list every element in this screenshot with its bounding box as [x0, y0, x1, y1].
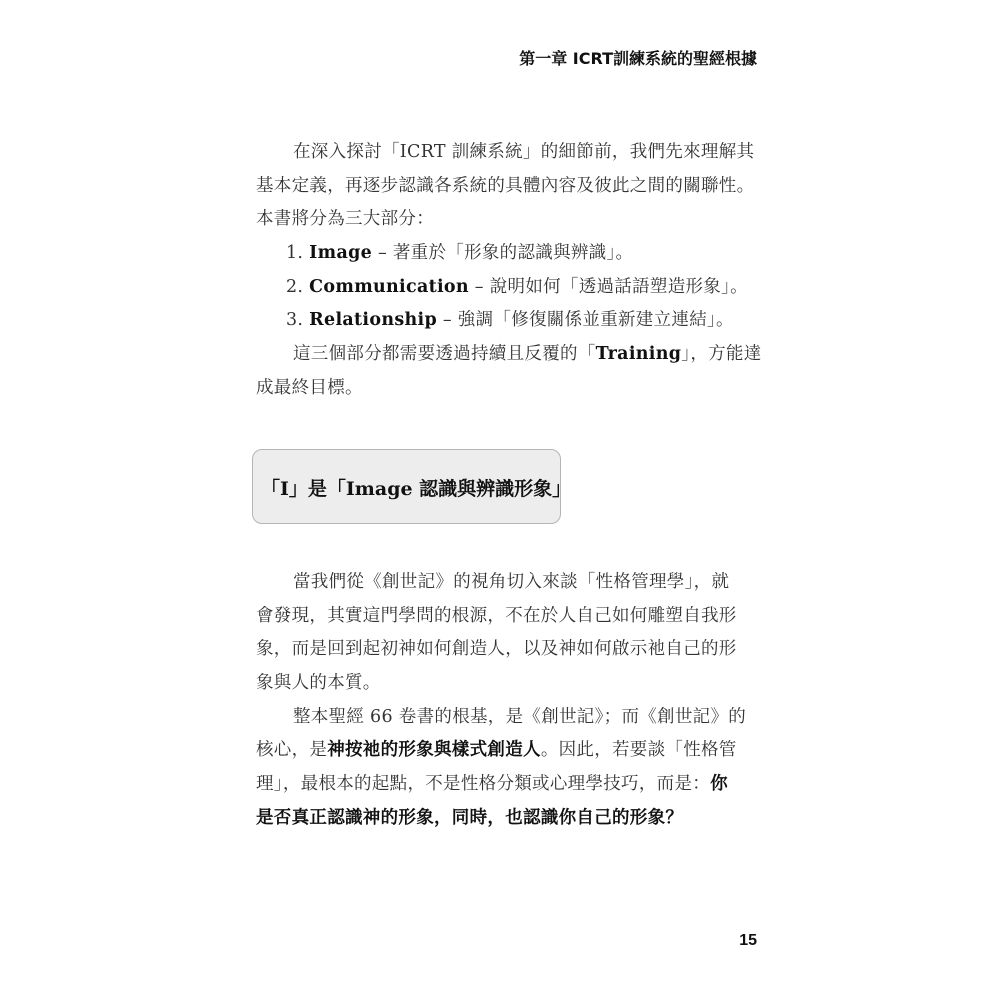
text-segment: 1. — [286, 243, 310, 264]
text-segment: 當我們從《創世記》的視角切入來談「性格管理學」，就 — [293, 572, 730, 592]
text-line — [256, 338, 762, 372]
section-heading: 「I」是「Image 認識與辨識形象」 — [261, 478, 572, 500]
bold-text: Image — [309, 243, 373, 264]
text-segment: 」，方能達 — [681, 344, 762, 365]
text-segment: 這三個部分都需要透過持續且反覆的「 — [293, 344, 596, 365]
running-header: 第一章 ICRT訓練系統的聖經根據 — [519, 49, 757, 68]
text-segment: 3. — [286, 310, 310, 331]
text-segment: 本書將分為三大部分： — [256, 209, 434, 230]
text-segment: 整本聖經 66 卷書的根基，是《創世記》；而《創世記》的 — [293, 706, 747, 727]
text-segment: 基本定義，再逐步認識各系統的具體內容及彼此之間的關聯性。 — [256, 175, 755, 196]
text-line — [256, 768, 756, 802]
text-segment: – 說明如何「透過話語塑造形象」。 — [468, 276, 748, 297]
text-segment: 2. — [286, 276, 310, 297]
text-segment: 象，而是回到起初神如何創造人，以及神如何啟示祂自己的形 — [256, 639, 737, 660]
bold-text: Relationship — [309, 310, 438, 331]
text-line — [256, 237, 756, 271]
bold-text: Communication — [309, 276, 469, 297]
bold-text: 是否真正認識神的形象，同時，也認識你自己的形象？ — [256, 807, 684, 828]
text-segment: 理」，最根本的起點，不是性格分類或心理學技巧，而是： — [256, 774, 711, 795]
text-line — [256, 271, 756, 305]
text-segment: 在深入探討「ICRT 訓練系統」的細節前，我們先來理解其 — [293, 142, 755, 162]
bold-text: Training — [595, 344, 682, 365]
intro-section — [256, 136, 762, 406]
text-line — [256, 600, 756, 634]
text-segment: – 強調「修復關係並重新建立連結」。 — [437, 310, 734, 331]
text-segment: 會發現，其實這門學問的根源，不在於人自己如何雕塑自我形 — [256, 605, 737, 626]
text-line — [256, 304, 756, 338]
text-line — [256, 667, 756, 701]
text-line — [256, 701, 756, 735]
text-line — [256, 734, 756, 768]
text-segment: 象與人的本質。 — [256, 673, 381, 694]
text-segment: 。因此，若要談「性格管 — [540, 740, 737, 761]
section-heading-box — [252, 449, 572, 524]
text-line — [256, 633, 756, 667]
text-segment: 成最終目標。 — [256, 377, 363, 398]
text-line — [256, 136, 756, 170]
bold-text: 神按祂的形象與樣式創造人 — [327, 740, 541, 761]
bold-text: 你 — [710, 774, 728, 795]
text-segment: 核心，是 — [256, 740, 328, 761]
text-segment: – 著重於「形象的認識與辨識」。 — [372, 243, 634, 264]
text-line — [256, 566, 756, 600]
text-line — [256, 170, 756, 204]
text-line — [256, 802, 756, 836]
text-line — [256, 203, 756, 237]
body-section — [256, 566, 756, 836]
text-line — [256, 372, 756, 406]
page-number: 15 — [739, 932, 757, 949]
